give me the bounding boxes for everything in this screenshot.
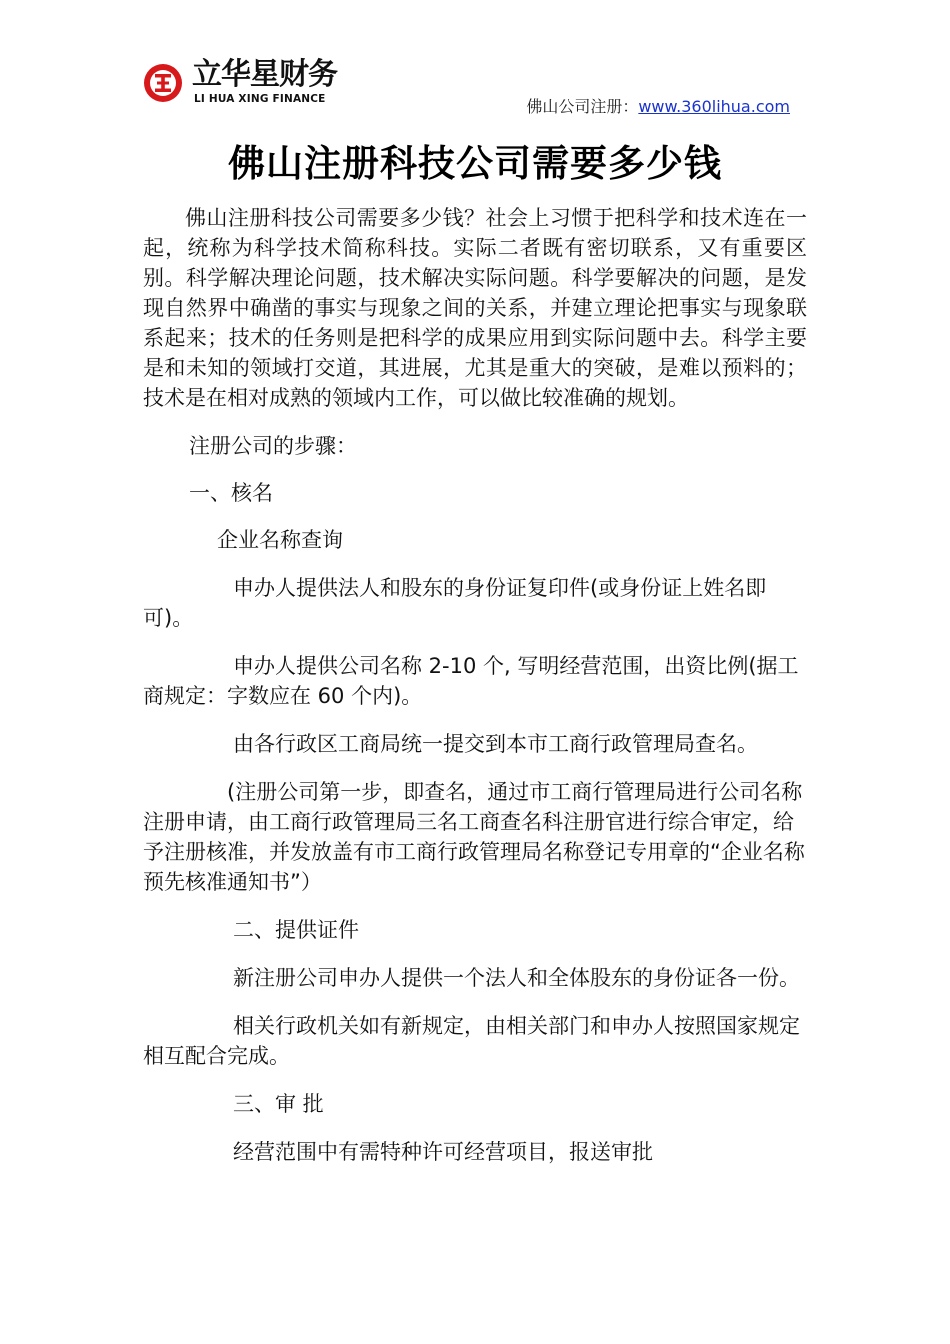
- page-header: [0, 0, 950, 125]
- step3-heading: 三、审 批: [233, 1092, 324, 1116]
- site-label: 佛山公司注册：: [526, 97, 639, 116]
- company-logo: [142, 56, 347, 112]
- site-link[interactable]: www.360lihua.com: [638, 97, 790, 116]
- step1-heading: 一、核名: [189, 481, 273, 505]
- step1-subheading: 企业名称查询: [217, 528, 343, 552]
- site-line: [526, 94, 790, 117]
- step3-item: 经营范围中有需特种许可经营项目，报送审批: [233, 1140, 653, 1164]
- step2-item: 相关行政机关如有新规定，由相关部门和申办人按照国家规定相互配合完成。: [143, 1014, 800, 1068]
- step1-note: (注册公司第一步，即查名，通过市工商行管理局进行公司名称注册申请，由工商行政管理局三名工商查名科注册官进行综合审定，给予注册核准，并发放盖有市工商行政管理局名称登记专用章的“企业名称预先核准通知书”）: [143, 780, 805, 894]
- step2-heading: 二、提供证件: [233, 918, 359, 942]
- step1-item: 申办人提供公司名称 2-10 个, 写明经营范围，出资比例(据工商规定：字数应在 60 个内)。: [143, 654, 799, 708]
- step2-item: 新注册公司申办人提供一个法人和全体股东的身份证各一份。: [233, 966, 800, 990]
- document-body: [143, 203, 807, 1167]
- logo-emblem-icon: [142, 62, 184, 104]
- logo-chinese-name: 立华星财务: [192, 57, 337, 92]
- steps-heading: 注册公司的步骤：: [189, 434, 357, 458]
- intro-paragraph: 佛山注册科技公司需要多少钱？社会上习惯于把科学和技术连在一起，统称为科学技术简称科技。实际二者既有密切联系，又有重要区别。科学解决理论问题，技术解决实际问题。科学要解决的问题，是发现自然界中确凿的事实与现象之间的关系，并建立理论把事实与现象联系起来；技术的任务则是把科学的成果应用到实际问题中去。科学主要是和未知的领域打交道，其进展，尤其是重大的突破，是难以预料的；技术是在相对成熟的领域内工作，可以做比较准确的规划。: [143, 206, 807, 410]
- document-title: 佛山注册科技公司需要多少钱: [228, 142, 722, 185]
- step1-item: 由各行政区工商局统一提交到本市工商行政管理局查名。: [233, 732, 758, 756]
- step1-item: 申办人提供法人和股东的身份证复印件(或身份证上姓名即可)。: [143, 576, 767, 630]
- logo-english-name: LI HUA XING FINANCE: [194, 93, 326, 105]
